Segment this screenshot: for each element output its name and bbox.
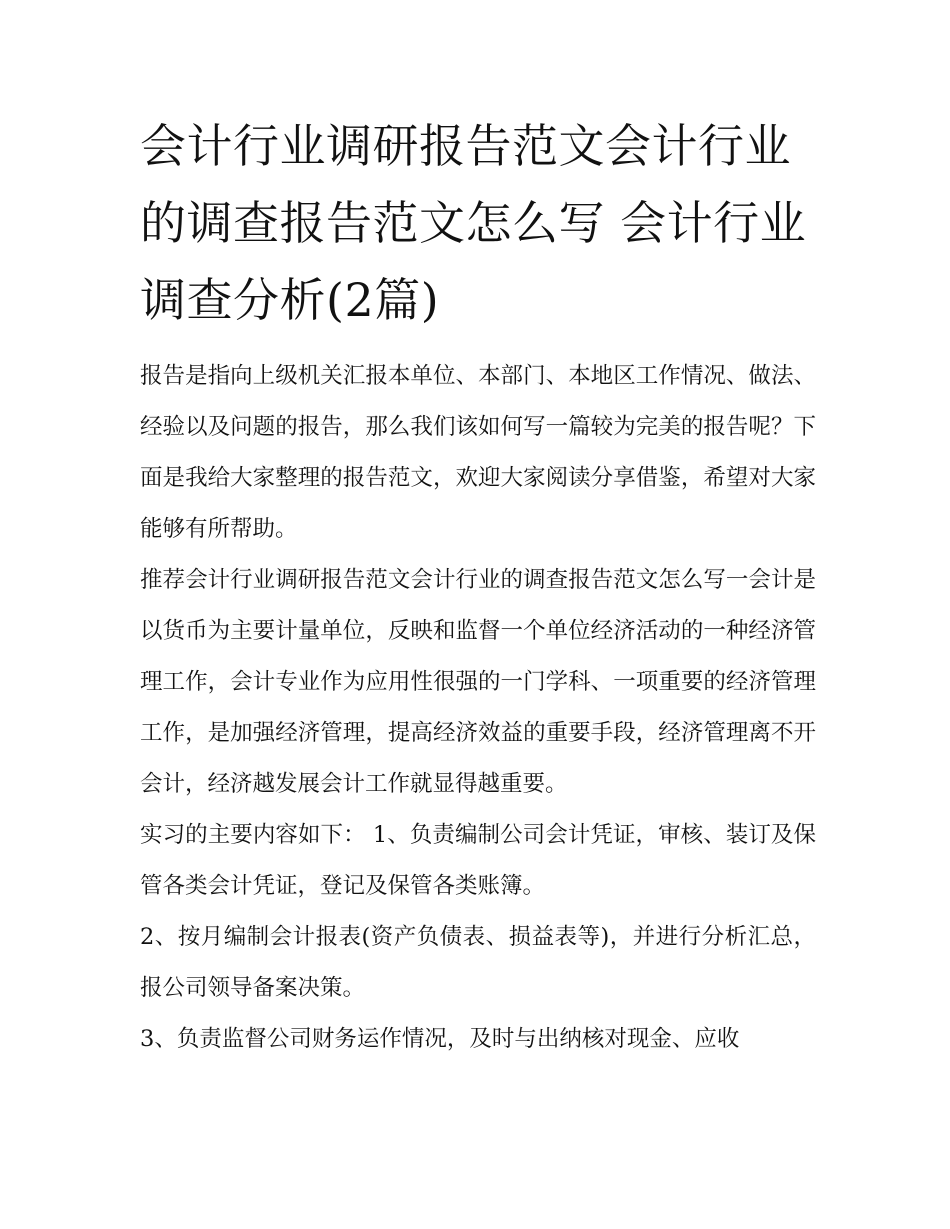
document-title: 会计行业调研报告范文会计行业的调查报告范文怎么写 会计行业调查分析(2篇) [140, 119, 807, 327]
paragraph-internship-item-3: 3、负责监督公司财务运作情况，及时与出纳核对现金、应收 [140, 1026, 740, 1052]
paragraph-internship-item-1: 实习的主要内容如下： 1、负责编制公司会计凭证，审核、装订及保管各类会计凭证，登记及保管各类账簿。 [140, 822, 816, 899]
paragraph-internship-item-2: 2、按月编制会计报表(资产负债表、损益表等)，并进行分析汇总，报公司领导备案决策。 [140, 924, 816, 1001]
document-page [140, 108, 816, 1065]
paragraph-accounting-overview: 推荐会计行业调研报告范文会计行业的调查报告范文怎么写一会计是以货币为主要计量单位，反映和监督一个单位经济活动的一种经济管理工作，会计专业作为应用性很强的一门学科、一项重要的经济管理工作，是加强经济管理，提高经济效益的重要手段，经济管理离不开会计，经济越发展会计工作就显得越重要。 [140, 567, 816, 797]
paragraph-intro: 报告是指向上级机关汇报本单位、本部门、本地区工作情况、做法、经验以及问题的报告，那么我们该如何写一篇较为完美的报告呢？下面是我给大家整理的报告范文，欢迎大家阅读分享借鉴，希望对大家能够有所帮助。 [140, 363, 816, 542]
